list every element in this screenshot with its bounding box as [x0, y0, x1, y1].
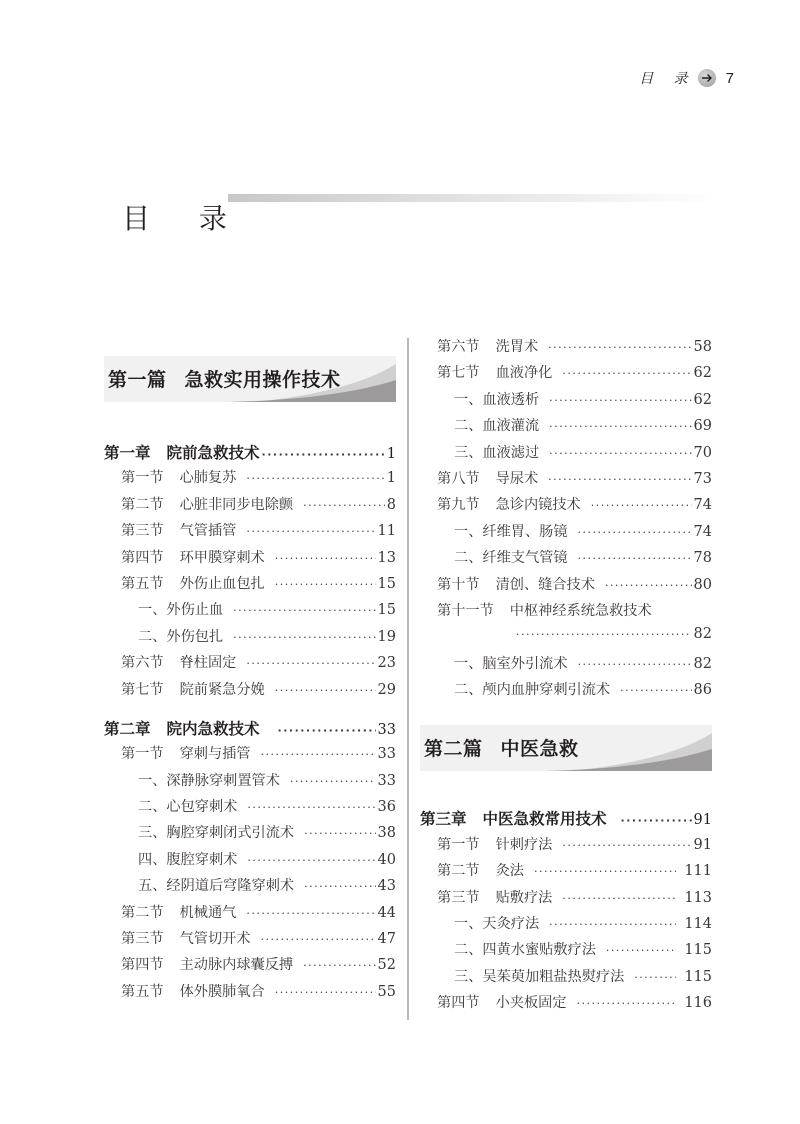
page-ref: 86	[693, 682, 712, 699]
leader-dots	[246, 657, 375, 670]
section-title: 灸法	[495, 863, 524, 880]
leader-dots	[577, 997, 677, 1010]
page-ref: 55	[377, 983, 396, 1000]
leader-dots	[548, 341, 691, 354]
leader-dots	[246, 525, 375, 538]
chapter-prefix: 第三章	[420, 810, 467, 829]
section-prefix: 第四节	[121, 549, 164, 566]
page-ref: 13	[377, 549, 396, 566]
page-ref: 73	[693, 470, 712, 487]
part-title	[108, 365, 341, 392]
page-ref: 116	[684, 995, 712, 1012]
item-title: 二、四黄水蜜贴敷疗法	[454, 942, 596, 959]
section-prefix: 第四节	[121, 957, 164, 974]
page-ref: 33	[377, 721, 396, 738]
leader-dots	[303, 499, 385, 512]
page-ref: 91	[693, 812, 712, 829]
toc-item[interactable]	[420, 389, 712, 415]
leader-dots	[562, 839, 691, 852]
leader-dots	[591, 499, 692, 512]
item-title: 二、纤维支气管镜	[454, 550, 568, 567]
toc-item[interactable]	[420, 679, 712, 705]
section-title: 血液净化	[495, 365, 553, 382]
section-prefix: 第二节	[121, 496, 164, 513]
page-ref: 82	[693, 626, 712, 643]
toc-item[interactable]	[104, 849, 396, 875]
part-banner	[420, 725, 712, 771]
page-ref: 40	[377, 851, 396, 868]
section-prefix: 第六节	[121, 655, 164, 672]
leader-dots	[549, 918, 676, 931]
section-prefix: 第八节	[437, 470, 480, 487]
part-prefix: 第一篇	[108, 369, 167, 391]
toc-section[interactable]	[104, 494, 396, 520]
section-prefix: 第三节	[121, 931, 164, 948]
section-title: 中枢神经系统急救技术	[509, 602, 652, 619]
page-ref: 11	[377, 523, 396, 540]
running-header-title: 目 录	[639, 71, 696, 87]
page-ref: 80	[693, 576, 712, 593]
leader-dots	[275, 986, 376, 999]
leader-dots	[246, 472, 384, 485]
page-ref: 15	[377, 575, 396, 592]
item-title: 二、颅内血肿穿刺引流术	[454, 682, 611, 699]
part-prefix: 第二篇	[424, 738, 483, 761]
toc-section[interactable]	[420, 336, 712, 362]
chapter-prefix: 第一章	[104, 444, 151, 462]
leader-dots	[233, 604, 375, 617]
section-title: 外伤止血包扎	[179, 575, 265, 592]
toc-section[interactable]	[420, 362, 712, 388]
section-prefix: 第一节	[121, 746, 164, 763]
running-header	[639, 68, 734, 88]
toc-item[interactable]	[420, 521, 712, 547]
section-prefix: 第九节	[437, 497, 480, 514]
page-ref: 43	[377, 878, 396, 895]
toc-item[interactable]	[420, 442, 712, 468]
section-title: 急诊内镜技术	[495, 497, 581, 514]
page-ref: 29	[377, 681, 396, 698]
toc-chapter[interactable]	[104, 441, 396, 467]
item-title: 一、外伤止血	[138, 602, 224, 619]
section-title: 小夹板固定	[495, 995, 567, 1012]
item-title: 一、脑室外引流术	[454, 655, 568, 672]
toc-item[interactable]	[420, 547, 712, 573]
page-ref: 111	[684, 863, 712, 880]
item-title: 三、血液滤过	[454, 444, 540, 461]
item-title: 一、纤维胃、肠镜	[454, 523, 568, 540]
toc-section[interactable]	[104, 902, 396, 928]
page-ref: 74	[693, 497, 712, 514]
leader-dots	[605, 579, 692, 592]
section-prefix: 第五节	[121, 575, 164, 592]
item-title: 三、胸腔穿刺闭式引流术	[138, 825, 295, 842]
page-ref: 19	[377, 628, 396, 645]
page-ref: 47	[377, 931, 396, 948]
toc-section[interactable]	[104, 954, 396, 980]
toc-section[interactable]	[104, 652, 396, 678]
toc-item[interactable]	[104, 875, 396, 901]
page-ref: 62	[693, 365, 712, 382]
toc-section[interactable]	[420, 494, 712, 520]
section-prefix: 第三节	[437, 889, 480, 906]
toc-section[interactable]	[420, 887, 712, 913]
section-prefix: 第十节	[437, 576, 480, 593]
section-prefix: 第二节	[121, 904, 164, 921]
toc-right-column	[420, 336, 712, 1019]
chapter-prefix: 第二章	[104, 719, 151, 738]
item-title: 四、腹腔穿刺术	[138, 851, 238, 868]
page-ref: 36	[377, 799, 396, 816]
page-number: 7	[725, 69, 734, 87]
section-title: 脊柱固定	[179, 655, 237, 672]
toc-section[interactable]	[420, 468, 712, 494]
leader-dots	[303, 959, 375, 972]
leader-dots	[621, 814, 692, 827]
section-prefix: 第六节	[437, 339, 480, 355]
toc-section[interactable]	[104, 981, 396, 1007]
leader-dots	[549, 447, 691, 460]
page-ref: 1	[386, 446, 396, 462]
leader-dots	[549, 420, 691, 433]
leader-dots	[304, 880, 375, 893]
page-ref: 33	[377, 746, 396, 763]
part-title	[424, 734, 579, 761]
section-prefix: 第一节	[121, 470, 164, 487]
toc-section[interactable]	[104, 679, 396, 705]
page-ref: 23	[377, 655, 396, 672]
page-ref: 38	[377, 825, 396, 842]
item-title: 三、吴茱萸加粗盐热熨疗法	[454, 968, 625, 985]
toc-section[interactable]	[104, 520, 396, 546]
page-ref: 115	[684, 942, 712, 959]
page-title: 目 录	[122, 201, 247, 235]
part-name: 中医急救	[500, 738, 579, 761]
leader-dots	[548, 473, 691, 486]
leader-dots	[246, 907, 375, 920]
page-ref: 82	[693, 655, 712, 672]
leader-dots	[304, 827, 375, 840]
page-ref: 115	[684, 968, 712, 985]
section-title: 体外膜肺氧合	[179, 983, 265, 1000]
page-ref: 44	[377, 904, 396, 921]
toc-item[interactable]	[104, 599, 396, 625]
leader-dots	[606, 944, 676, 957]
leader-dots	[562, 367, 691, 380]
part-name: 急救实用操作技术	[184, 369, 341, 391]
section-title: 穿刺与插管	[179, 746, 251, 763]
toc-section[interactable]	[104, 928, 396, 954]
toc-section[interactable]	[420, 574, 712, 600]
toc-section[interactable]	[104, 743, 396, 769]
leader-dots	[247, 801, 375, 814]
toc-item[interactable]	[420, 913, 712, 939]
section-prefix: 第四节	[437, 995, 480, 1012]
page-ref: 78	[693, 550, 712, 567]
item-title: 二、心包穿刺术	[138, 799, 238, 816]
toc-section[interactable]	[104, 573, 396, 599]
leader-dots	[278, 724, 376, 737]
item-title: 二、外伤包扎	[138, 628, 224, 645]
leader-dots	[261, 748, 376, 761]
page-ref: 58	[693, 339, 712, 355]
item-title: 一、深静脉穿刺置管术	[138, 772, 280, 789]
section-title: 心脏非同步电除颤	[179, 496, 294, 513]
item-title: 一、天灸疗法	[454, 916, 540, 933]
toc-chapter[interactable]	[420, 807, 712, 833]
leader-dots	[516, 628, 692, 641]
leader-dots	[534, 865, 676, 878]
leader-dots	[261, 933, 376, 946]
page-ref: 91	[693, 836, 712, 853]
toc-chapter[interactable]	[104, 717, 396, 743]
item-title: 五、经阴道后穹隆穿刺术	[138, 878, 295, 895]
section-title: 环甲膜穿刺术	[179, 549, 265, 566]
leader-dots	[247, 854, 375, 867]
section-title: 院前紧急分娩	[179, 681, 265, 698]
toc-section[interactable]	[104, 467, 396, 493]
section-title: 贴敷疗法	[495, 889, 553, 906]
toc-item[interactable]	[104, 796, 396, 822]
section-title: 气管插管	[179, 523, 237, 540]
page-ref: 8	[386, 496, 396, 513]
toc-section[interactable]	[420, 600, 712, 626]
item-title: 二、血液灌流	[454, 418, 540, 435]
page-ref: 113	[684, 889, 712, 906]
arrow-right-icon	[698, 69, 716, 87]
item-title: 一、血液透析	[454, 391, 540, 408]
part-banner	[104, 356, 396, 402]
leader-dots	[578, 658, 692, 671]
leader-dots	[549, 394, 691, 407]
page-ref: 1	[386, 470, 396, 487]
section-title: 导尿术	[495, 470, 539, 487]
page-ref: 62	[693, 391, 712, 408]
section-title: 机械通气	[179, 904, 237, 921]
page-ref: 70	[693, 444, 712, 461]
leader-dots	[620, 684, 691, 697]
leader-dots	[233, 631, 375, 644]
leader-dots	[634, 971, 676, 984]
page-ref: 69	[693, 418, 712, 435]
leader-dots	[562, 892, 676, 905]
page-ref: 15	[377, 602, 396, 619]
toc-section-continuation[interactable]	[420, 626, 712, 652]
section-prefix: 第五节	[121, 983, 164, 1000]
section-prefix: 第三节	[121, 523, 164, 540]
page-ref: 52	[377, 957, 396, 974]
toc-item[interactable]	[420, 415, 712, 441]
toc-item[interactable]	[104, 626, 396, 652]
section-title: 心肺复苏	[179, 470, 237, 487]
chapter-title: 中医急救常用技术	[482, 810, 607, 829]
toc-section[interactable]	[420, 860, 712, 886]
chapter-title: 院前急救技术	[166, 444, 260, 462]
section-prefix: 第七节	[437, 365, 480, 382]
leader-dots	[275, 578, 376, 591]
leader-dots	[262, 448, 385, 461]
toc-item[interactable]	[420, 939, 712, 965]
section-title: 洗胃术	[495, 339, 539, 355]
section-prefix: 第七节	[121, 681, 164, 698]
leader-dots	[275, 684, 376, 697]
page-ref: 114	[684, 916, 712, 933]
toc-item[interactable]	[104, 770, 396, 796]
section-prefix: 第一节	[437, 836, 480, 853]
toc-left-column	[104, 336, 396, 1007]
section-prefix: 第二节	[437, 863, 480, 880]
toc-item[interactable]	[104, 822, 396, 848]
toc-section[interactable]	[420, 834, 712, 860]
title-rule	[228, 194, 718, 202]
leader-dots	[290, 775, 376, 788]
leader-dots	[578, 526, 692, 539]
chapter-title: 院内急救技术	[166, 719, 260, 738]
toc-section[interactable]	[420, 992, 712, 1018]
toc-item[interactable]	[420, 653, 712, 679]
leader-dots	[275, 552, 376, 565]
leader-dots	[578, 552, 692, 565]
section-prefix: 第十一节	[437, 602, 494, 619]
section-title: 气管切开术	[179, 931, 251, 948]
toc-item[interactable]	[420, 966, 712, 992]
section-title: 针刺疗法	[495, 836, 553, 853]
section-title: 清创、缝合技术	[495, 576, 595, 593]
column-divider	[407, 338, 409, 1020]
page-ref: 74	[693, 523, 712, 540]
toc-section[interactable]	[104, 547, 396, 573]
page-ref: 33	[377, 772, 396, 789]
section-title: 主动脉内球囊反搏	[179, 957, 294, 974]
